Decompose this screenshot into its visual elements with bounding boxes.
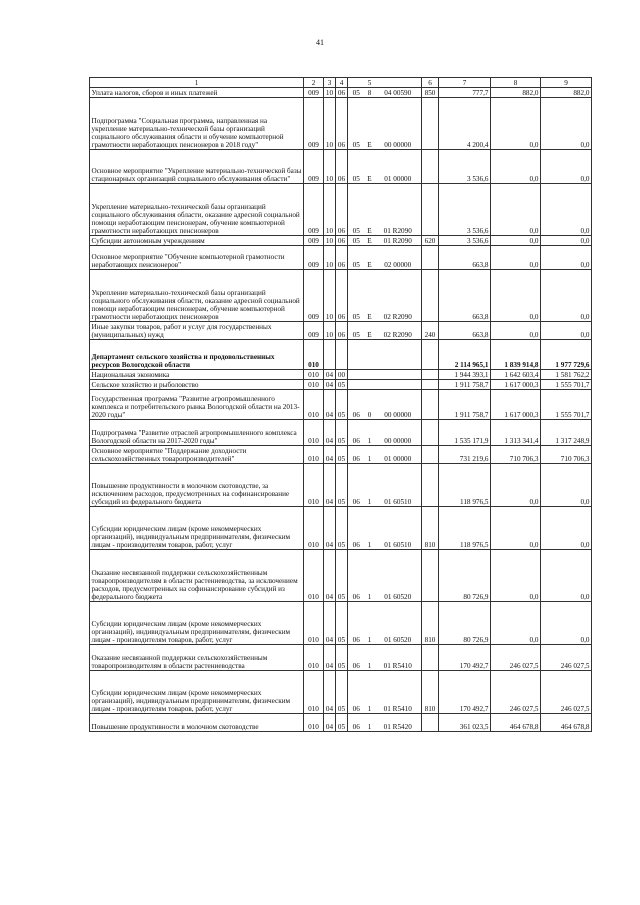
- code-cell: 06: [348, 550, 365, 602]
- code-cell: 06: [348, 420, 365, 446]
- code-cell: [422, 390, 439, 420]
- code-cell: 01 60520: [375, 602, 422, 645]
- code-cell: 010: [304, 602, 324, 645]
- code-cell: 009: [304, 236, 324, 246]
- amount-cell: 663,8: [439, 322, 491, 340]
- amount-cell: 0,0: [491, 246, 541, 270]
- table-row: [90, 645, 592, 671]
- code-cell: 04 00590: [375, 88, 422, 98]
- code-cell: 04: [324, 370, 336, 380]
- code-cell: 1: [365, 645, 375, 671]
- amount-cell: 80 726,9: [439, 602, 491, 645]
- table-row: [90, 322, 592, 340]
- code-cell: 0: [365, 390, 375, 420]
- row-description: Подпрограмма "Социальная программа, направленная на укрепление материально-технической базы организаций социального обслуживания области и обучение компьютерной грамотности неработающих пенсионеров в 2018 году": [90, 98, 304, 150]
- code-cell: 01 60510: [375, 464, 422, 507]
- amount-cell: 1 977 729,6: [541, 340, 592, 370]
- code-cell: 06: [336, 150, 348, 184]
- row-description: Укрепление материально-технической базы организаций социального обслуживания области, оказание адресной социальной помощи неработающим пенсионерам, обучение компьютерной грамотности неработающих пенсионеров: [90, 270, 304, 322]
- code-cell: 04: [324, 420, 336, 446]
- code-cell: 05: [348, 98, 365, 150]
- amount-cell: 1 642 603,4: [491, 370, 541, 380]
- code-cell: 10: [324, 270, 336, 322]
- column-header: 1: [90, 78, 304, 88]
- amount-cell: 1 617 000,3: [491, 390, 541, 420]
- amount-cell: 0,0: [541, 322, 592, 340]
- code-cell: 1: [365, 446, 375, 464]
- amount-cell: 1 555 701,7: [541, 390, 592, 420]
- code-cell: Е: [365, 184, 375, 236]
- code-cell: 620: [422, 236, 439, 246]
- column-header: 7: [439, 78, 491, 88]
- amount-cell: 0,0: [541, 236, 592, 246]
- row-description: Повышение продуктивности в молочном скотоводстве, за исключением расходов, предусмотренных на софинансирование субсидий из федерального бюджета: [90, 464, 304, 507]
- code-cell: 05: [336, 602, 348, 645]
- row-description: Повышение продуктивности в молочном скотоводстве: [90, 714, 304, 732]
- code-cell: [422, 340, 439, 370]
- code-cell: 05: [348, 246, 365, 270]
- code-cell: 1: [365, 671, 375, 714]
- amount-cell: 0,0: [541, 270, 592, 322]
- code-cell: [422, 184, 439, 236]
- amount-cell: 1 911 758,7: [439, 380, 491, 390]
- amount-cell: 0,0: [491, 184, 541, 236]
- page-number: 41: [316, 38, 324, 47]
- code-cell: [375, 380, 422, 390]
- amount-cell: 170 492,7: [439, 671, 491, 714]
- code-cell: 010: [304, 550, 324, 602]
- code-cell: 010: [304, 464, 324, 507]
- code-cell: 02 R2090: [375, 270, 422, 322]
- amount-cell: 1 317 248,9: [541, 420, 592, 446]
- amount-cell: 710 706,3: [491, 446, 541, 464]
- code-cell: 04: [324, 390, 336, 420]
- table-row: [90, 270, 592, 322]
- code-cell: 010: [304, 671, 324, 714]
- code-cell: 01 R5410: [375, 645, 422, 671]
- amount-cell: 464 678,8: [541, 714, 592, 732]
- code-cell: 05: [336, 380, 348, 390]
- code-cell: 05: [348, 322, 365, 340]
- code-cell: 01 60520: [375, 550, 422, 602]
- row-description: Основное мероприятие "Поддержание доходности сельскохозяйственных товаропроизводителей": [90, 446, 304, 464]
- amount-cell: 710 706,3: [541, 446, 592, 464]
- code-cell: 009: [304, 98, 324, 150]
- row-description: Субсидии юридическим лицам (кроме некоммерческих организаций), индивидуальным предпринимателям, физическим лицам - производителям товаров, работ, услуг: [90, 507, 304, 550]
- column-header: 2: [304, 78, 324, 88]
- amount-cell: 0,0: [541, 184, 592, 236]
- amount-cell: 80 726,9: [439, 550, 491, 602]
- amount-cell: 1 581 762,2: [541, 370, 592, 380]
- code-cell: 06: [348, 671, 365, 714]
- code-cell: 01 00000: [375, 150, 422, 184]
- code-cell: 00 00000: [375, 420, 422, 446]
- code-cell: 06: [336, 88, 348, 98]
- code-cell: [365, 370, 375, 380]
- code-cell: 010: [304, 714, 324, 732]
- code-cell: 010: [304, 380, 324, 390]
- code-cell: 10: [324, 322, 336, 340]
- row-description: Национальная экономика: [90, 370, 304, 380]
- code-cell: 02 R2090: [375, 322, 422, 340]
- code-cell: 06: [348, 602, 365, 645]
- row-description: Основное мероприятие "Укрепление материально-технической базы стационарных организаций социального обслуживания области": [90, 150, 304, 184]
- amount-cell: 246 027,5: [541, 645, 592, 671]
- code-cell: 04: [324, 602, 336, 645]
- amount-cell: 1 313 341,4: [491, 420, 541, 446]
- code-cell: 00 00000: [375, 98, 422, 150]
- code-cell: 06: [336, 246, 348, 270]
- code-cell: [375, 370, 422, 380]
- amount-cell: 663,8: [439, 246, 491, 270]
- amount-cell: 0,0: [491, 270, 541, 322]
- row-description: Субсидии юридическим лицам (кроме некоммерческих организаций), индивидуальным предпринимателям, физическим лицам - производителям товаров, работ, услуг: [90, 602, 304, 645]
- amount-cell: 118 976,5: [439, 464, 491, 507]
- code-cell: 06: [348, 645, 365, 671]
- code-cell: 10: [324, 88, 336, 98]
- amount-cell: 0,0: [491, 507, 541, 550]
- code-cell: 06: [348, 446, 365, 464]
- code-cell: 810: [422, 671, 439, 714]
- amount-cell: 0,0: [541, 246, 592, 270]
- code-cell: Е: [365, 98, 375, 150]
- row-description: Субсидии автономным учреждениям: [90, 236, 304, 246]
- column-header: 6: [422, 78, 439, 88]
- code-cell: [375, 340, 422, 370]
- amount-cell: 0,0: [491, 550, 541, 602]
- code-cell: 01 R5410: [375, 671, 422, 714]
- code-cell: 810: [422, 602, 439, 645]
- table-row: [90, 370, 592, 380]
- code-cell: 05: [348, 88, 365, 98]
- row-description: Оказание несвязанной поддержки сельскохозяйственным товаропроизводителям в области растениеводства, за исключением расходов, предусмотренных на софинансирование субсидий из федерального бюджета: [90, 550, 304, 602]
- code-cell: 05: [336, 550, 348, 602]
- code-cell: [348, 370, 365, 380]
- amount-cell: 0,0: [541, 507, 592, 550]
- code-cell: 05: [336, 420, 348, 446]
- code-cell: [365, 340, 375, 370]
- amount-cell: 1 839 914,8: [491, 340, 541, 370]
- code-cell: [348, 340, 365, 370]
- code-cell: 009: [304, 150, 324, 184]
- code-cell: 05: [348, 184, 365, 236]
- code-cell: 05: [336, 671, 348, 714]
- code-cell: [422, 270, 439, 322]
- code-cell: [422, 420, 439, 446]
- amount-cell: 118 976,5: [439, 507, 491, 550]
- column-header: 4: [336, 78, 348, 88]
- code-cell: 00: [336, 370, 348, 380]
- amount-cell: 663,8: [439, 270, 491, 322]
- code-cell: Е: [365, 246, 375, 270]
- code-cell: 240: [422, 322, 439, 340]
- amount-cell: 246 027,5: [491, 671, 541, 714]
- code-cell: 05: [336, 390, 348, 420]
- code-cell: 1: [365, 714, 375, 732]
- amount-cell: 0,0: [491, 98, 541, 150]
- amount-cell: 1 555 701,7: [541, 380, 592, 390]
- code-cell: 04: [324, 464, 336, 507]
- amount-cell: 0,0: [541, 98, 592, 150]
- code-cell: 05: [336, 645, 348, 671]
- amount-cell: 882,0: [491, 88, 541, 98]
- amount-cell: 4 200,4: [439, 98, 491, 150]
- code-cell: 010: [304, 390, 324, 420]
- amount-cell: 246 027,5: [541, 671, 592, 714]
- code-cell: 06: [336, 236, 348, 246]
- code-cell: Е: [365, 270, 375, 322]
- row-description: Иные закупки товаров, работ и услуг для государственных (муниципальных) нужд: [90, 322, 304, 340]
- code-cell: 05: [336, 446, 348, 464]
- code-cell: 06: [336, 98, 348, 150]
- column-header: 9: [541, 78, 592, 88]
- code-cell: 01 R5420: [375, 714, 422, 732]
- row-description: Оказание несвязанной поддержки сельскохозяйственным товаропроизводителям в области растениеводства: [90, 645, 304, 671]
- amount-cell: 361 023,5: [439, 714, 491, 732]
- code-cell: 05: [336, 507, 348, 550]
- table-row: [90, 150, 592, 184]
- amount-cell: 2 114 965,1: [439, 340, 491, 370]
- amount-cell: 1 617 000,3: [491, 380, 541, 390]
- row-description: Уплата налогов, сборов и иных платежей: [90, 88, 304, 98]
- amount-cell: 3 536,6: [439, 184, 491, 236]
- row-description: Укрепление материально-технической базы организаций социального обслуживания области, оказание адресной социальной помощи неработающим пенсионерам, обучение компьютерной грамотности неработающих пенсионеров: [90, 184, 304, 236]
- table-row: [90, 184, 592, 236]
- amount-cell: 3 536,6: [439, 236, 491, 246]
- code-cell: 010: [304, 446, 324, 464]
- code-cell: 1: [365, 507, 375, 550]
- code-cell: 8: [365, 88, 375, 98]
- code-cell: [336, 340, 348, 370]
- code-cell: 10: [324, 150, 336, 184]
- row-description: Подпрограмма "Развитие отраслей агропромышленного комплекса Вологодской области на 2017-2020 годы": [90, 420, 304, 446]
- column-header: 3: [324, 78, 336, 88]
- amount-cell: 1 944 393,1: [439, 370, 491, 380]
- table-row: [90, 246, 592, 270]
- code-cell: 10: [324, 246, 336, 270]
- amount-cell: 0,0: [491, 602, 541, 645]
- table-row: [90, 420, 592, 446]
- code-cell: 10: [324, 236, 336, 246]
- code-cell: [365, 380, 375, 390]
- amount-cell: 0,0: [491, 236, 541, 246]
- code-cell: 01 00000: [375, 446, 422, 464]
- code-cell: 06: [348, 390, 365, 420]
- amount-cell: 0,0: [541, 150, 592, 184]
- code-cell: [422, 550, 439, 602]
- code-cell: 02 00000: [375, 246, 422, 270]
- code-cell: [422, 246, 439, 270]
- code-cell: 05: [336, 714, 348, 732]
- table-row: [90, 380, 592, 390]
- code-cell: [422, 446, 439, 464]
- amount-cell: 246 027,5: [491, 645, 541, 671]
- code-cell: 00 00000: [375, 390, 422, 420]
- amount-cell: 170 492,7: [439, 645, 491, 671]
- code-cell: 10: [324, 98, 336, 150]
- code-cell: 04: [324, 550, 336, 602]
- row-description: Департамент сельского хозяйства и продовольственных ресурсов Вологодской области: [90, 340, 304, 370]
- code-cell: Е: [365, 322, 375, 340]
- code-cell: 850: [422, 88, 439, 98]
- table-row: [90, 390, 592, 420]
- amount-cell: 0,0: [491, 322, 541, 340]
- code-cell: [422, 464, 439, 507]
- table-row: [90, 340, 592, 370]
- column-header: 5: [365, 78, 375, 88]
- code-cell: 1: [365, 464, 375, 507]
- code-cell: 01 R2090: [375, 236, 422, 246]
- amount-cell: 0,0: [541, 602, 592, 645]
- code-cell: 06: [348, 714, 365, 732]
- code-cell: 04: [324, 714, 336, 732]
- row-description: Субсидии юридическим лицам (кроме некоммерческих организаций), индивидуальным предпринимателям, физическим лицам - производителям товаров, работ, услуг: [90, 671, 304, 714]
- code-cell: 009: [304, 270, 324, 322]
- code-cell: 10: [324, 184, 336, 236]
- code-cell: 810: [422, 507, 439, 550]
- code-cell: 04: [324, 380, 336, 390]
- table-row: [90, 464, 592, 507]
- code-cell: [324, 340, 336, 370]
- table-row: [90, 446, 592, 464]
- amount-cell: 731 219,6: [439, 446, 491, 464]
- amount-cell: 1 911 758,7: [439, 390, 491, 420]
- row-description: Государственная программа "Развитие агропромышленного комплекса и потребительского рынка Вологодской области на 2013-2020 годы": [90, 390, 304, 420]
- amount-cell: 0,0: [491, 150, 541, 184]
- code-cell: 010: [304, 340, 324, 370]
- amount-cell: 0,0: [541, 550, 592, 602]
- code-cell: 010: [304, 420, 324, 446]
- table-row: [90, 88, 592, 98]
- amount-cell: 882,0: [541, 88, 592, 98]
- table-row: [90, 236, 592, 246]
- code-cell: [422, 645, 439, 671]
- amount-cell: 464 678,8: [491, 714, 541, 732]
- code-cell: 1: [365, 550, 375, 602]
- column-header: [348, 78, 365, 88]
- row-description: Сельское хозяйство и рыболовство: [90, 380, 304, 390]
- amount-cell: 3 536,6: [439, 150, 491, 184]
- column-header: 8: [491, 78, 541, 88]
- table-row: [90, 507, 592, 550]
- code-cell: 009: [304, 184, 324, 236]
- row-description: Основное мероприятие "Обучение компьютерной грамотности неработающих пенсионеров": [90, 246, 304, 270]
- code-cell: 009: [304, 246, 324, 270]
- code-cell: 1: [365, 420, 375, 446]
- table-row: [90, 671, 592, 714]
- code-cell: [422, 150, 439, 184]
- code-cell: 05: [336, 464, 348, 507]
- code-cell: [348, 380, 365, 390]
- code-cell: Е: [365, 236, 375, 246]
- code-cell: 04: [324, 446, 336, 464]
- table-row: [90, 98, 592, 150]
- code-cell: 06: [336, 184, 348, 236]
- table-row: [90, 602, 592, 645]
- code-cell: 009: [304, 322, 324, 340]
- code-cell: 1: [365, 602, 375, 645]
- code-cell: 01 60510: [375, 507, 422, 550]
- code-cell: 01 R2090: [375, 184, 422, 236]
- code-cell: [422, 98, 439, 150]
- code-cell: 06: [336, 322, 348, 340]
- amount-cell: 777,7: [439, 88, 491, 98]
- code-cell: 010: [304, 507, 324, 550]
- budget-table: [89, 77, 592, 732]
- code-cell: 010: [304, 370, 324, 380]
- code-cell: 05: [348, 270, 365, 322]
- table-row: [90, 550, 592, 602]
- code-cell: [422, 380, 439, 390]
- table-header-row: [90, 78, 592, 88]
- table-row: [90, 714, 592, 732]
- code-cell: 04: [324, 645, 336, 671]
- code-cell: 010: [304, 645, 324, 671]
- code-cell: 009: [304, 88, 324, 98]
- code-cell: 04: [324, 507, 336, 550]
- code-cell: 04: [324, 671, 336, 714]
- amount-cell: 0,0: [491, 464, 541, 507]
- column-header: [375, 78, 422, 88]
- amount-cell: 0,0: [541, 464, 592, 507]
- amount-cell: 1 535 171,9: [439, 420, 491, 446]
- code-cell: 06: [348, 507, 365, 550]
- code-cell: [422, 370, 439, 380]
- code-cell: 05: [348, 150, 365, 184]
- code-cell: 06: [336, 270, 348, 322]
- code-cell: 06: [348, 464, 365, 507]
- code-cell: Е: [365, 150, 375, 184]
- code-cell: 05: [348, 236, 365, 246]
- code-cell: [422, 714, 439, 732]
